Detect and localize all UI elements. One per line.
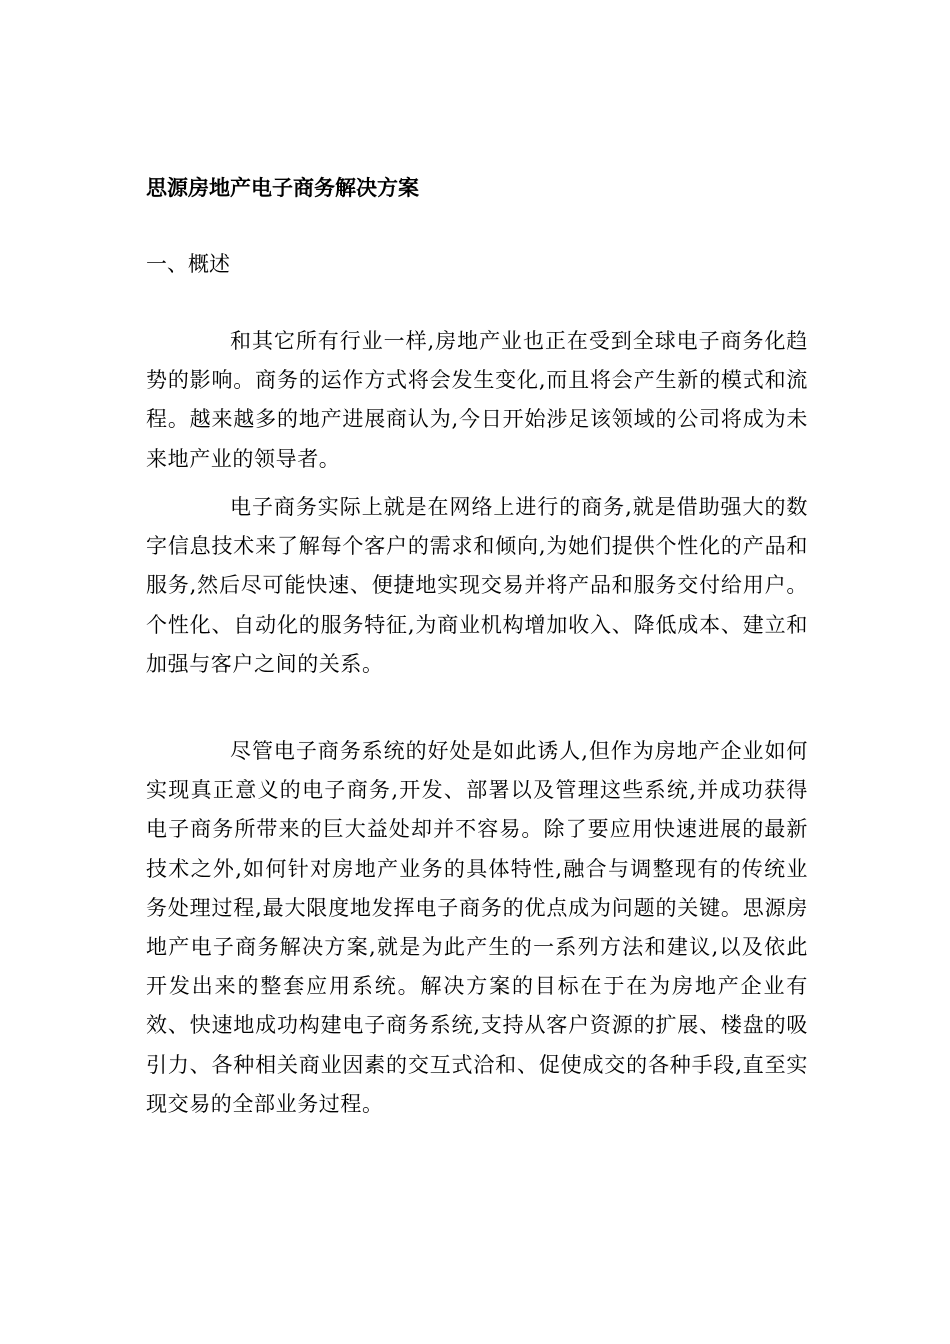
paragraph: 尽管电子商务系统的好处是如此诱人,但作为房地产企业如何实现真正意义的电子商务,开发、部署以及管理这些系统,并成功获得电子商务所带来的巨大益处却并不容易。除了要应用快速进展的最新技术之外,如何针对房地产业务的具体特性,融合与调整现有的传统业务处理过程,最大限度地发挥电子商务的优点成为问题的关键。思源房地产电子商务解决方案,就是为此产生的一系列方法和建议,以及依此开发出来的整套应用系统。解决方案的目标在于在为房地产企业有效、快速地成功构建电子商务系统,支持从客户资源的扩展、楼盘的吸引力、各种相关商业因素的交互式洽和、促使成交的各种手段,直至实现交易的全部业务过程。 xyxy=(146,739,808,1116)
document-title: 思源房地产电子商务解决方案 xyxy=(146,175,419,200)
paragraph: 电子商务实际上就是在网络上进行的商务,就是借助强大的数字信息技术来了解每个客户的需求和倾向,为她们提供个性化的产品和服务,然后尽可能快速、便捷地实现交易并将产品和服务交付给用户。个性化、自动化的服务特征,为商业机构增加收入、降低成本、建立和加强与客户之间的关系。 xyxy=(146,495,808,676)
section-heading: 一、概述 xyxy=(146,252,230,276)
paragraph: 和其它所有行业一样,房地产业也正在受到全球电子商务化趋势的影响。商务的运作方式将会发生变化,而且将会产生新的模式和流程。越来越多的地产进展商认为,今日开始涉足该领域的公司将成为未来地产业的领导者。 xyxy=(146,329,808,471)
